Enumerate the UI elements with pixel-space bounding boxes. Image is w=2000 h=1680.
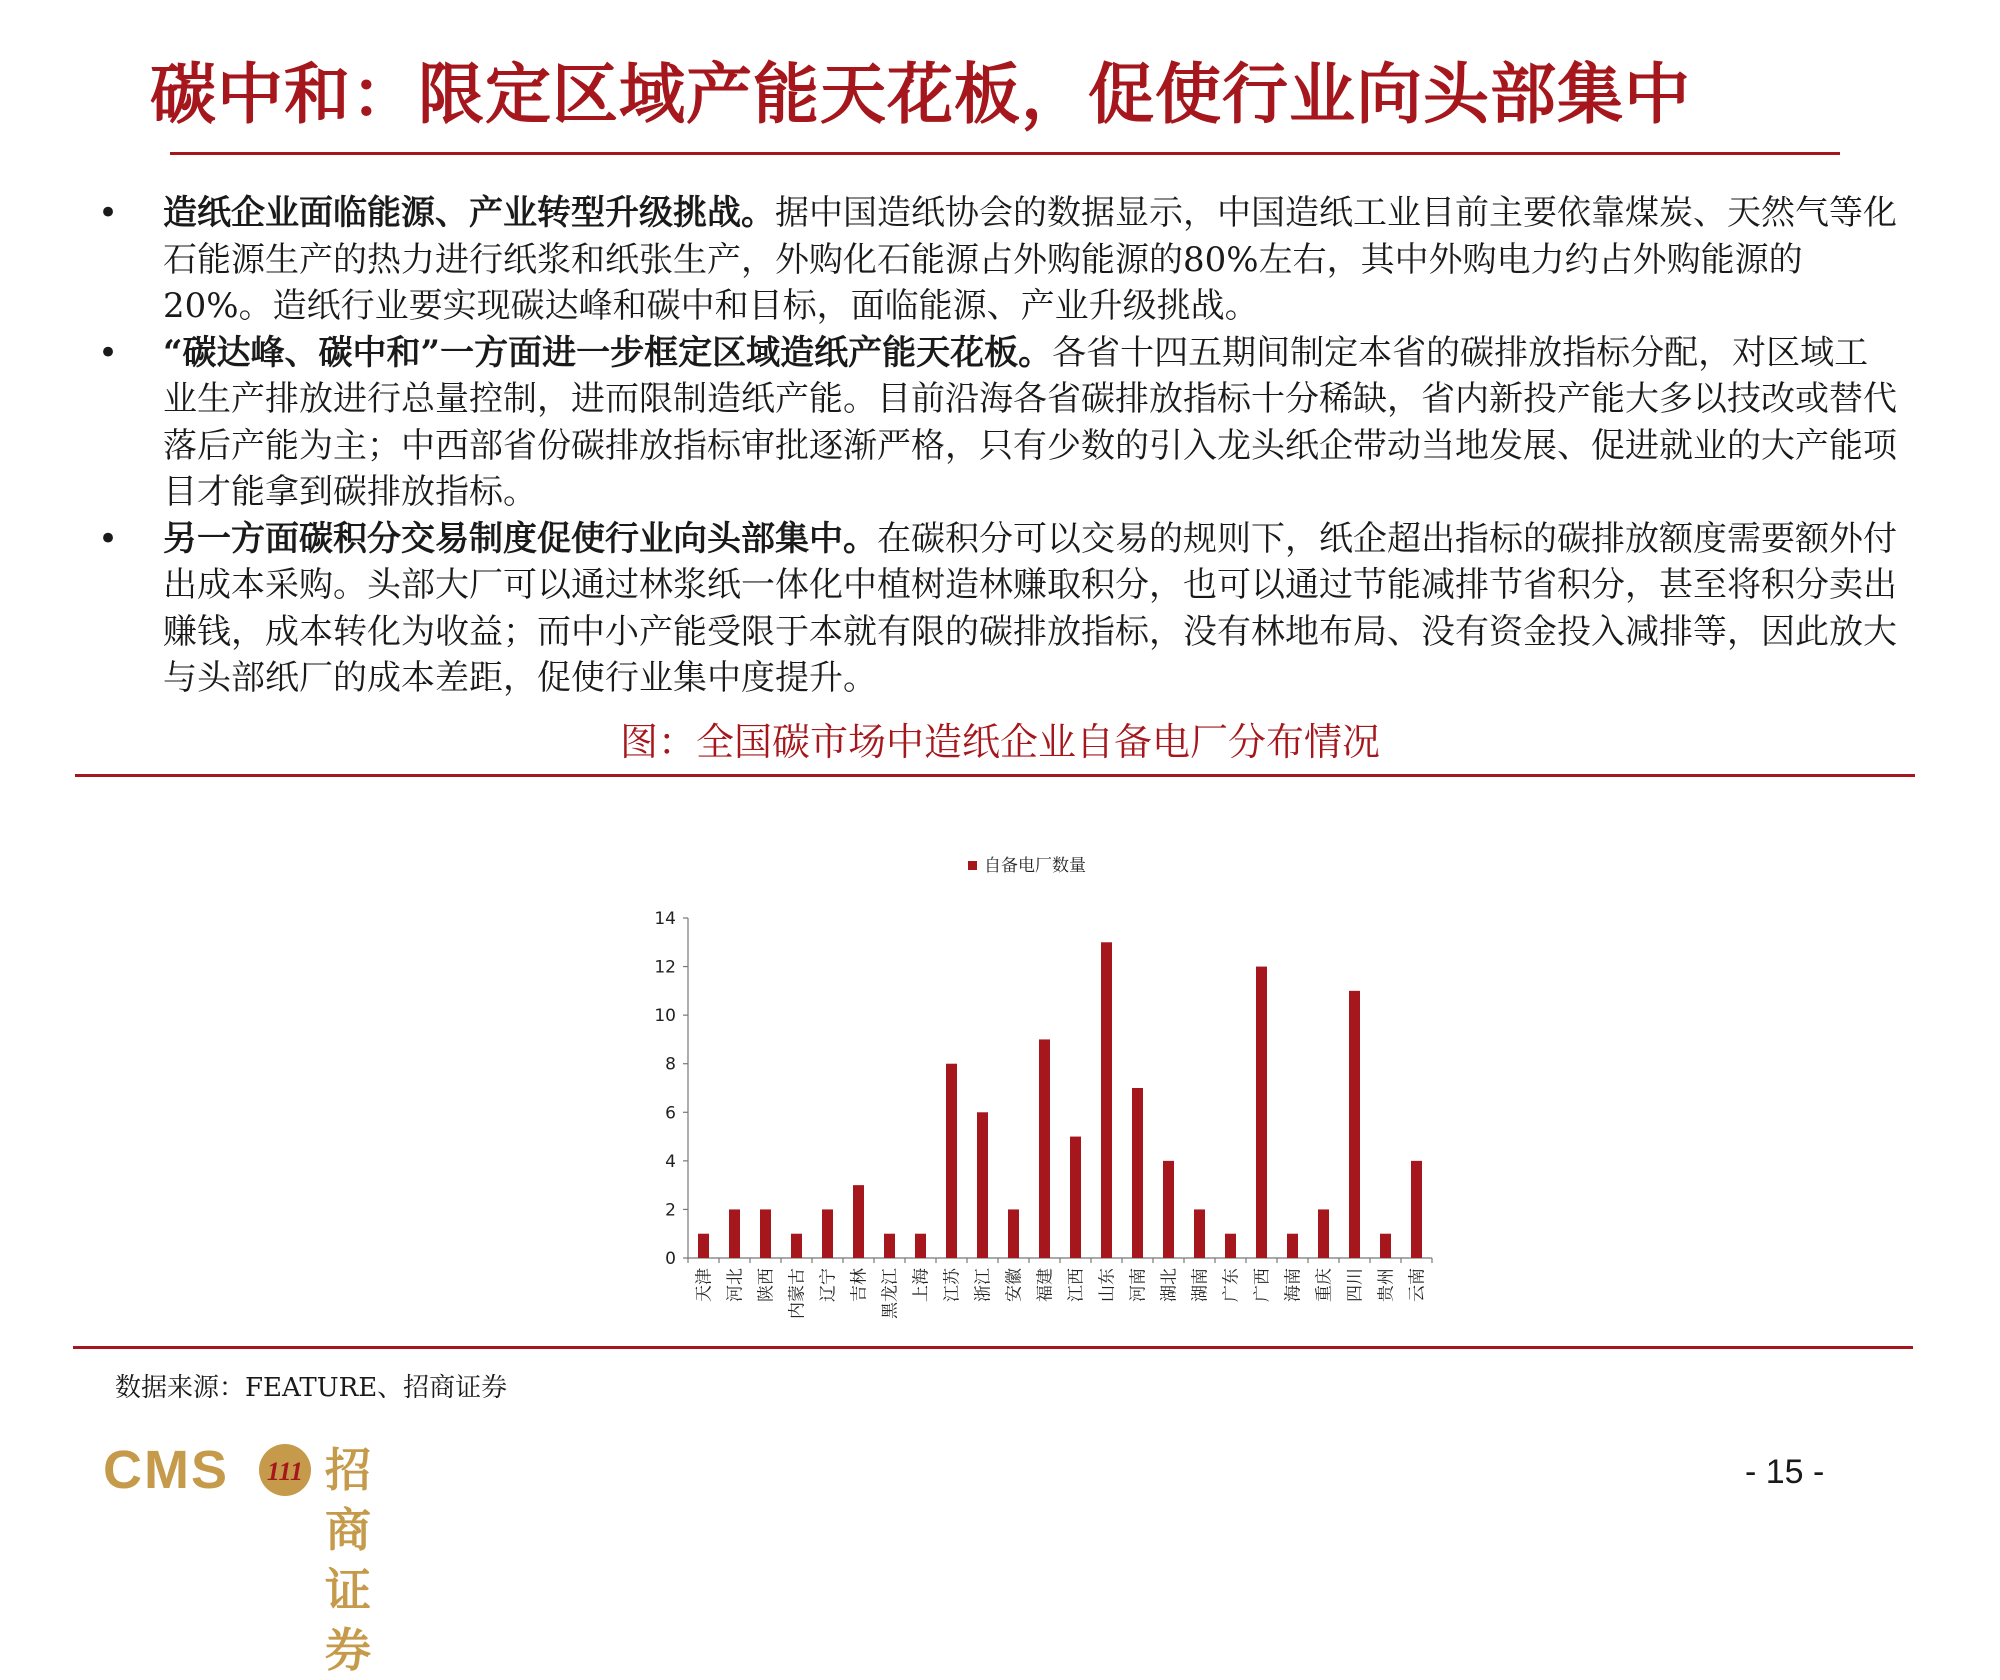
bar: [884, 1234, 895, 1258]
bar: [1132, 1088, 1143, 1258]
x-category-label: 江西: [1066, 1268, 1087, 1302]
bar: [698, 1234, 709, 1258]
y-tick-label: 0: [665, 1249, 676, 1269]
x-category-label: 陕西: [756, 1268, 777, 1302]
x-category-label: 重庆: [1314, 1268, 1335, 1302]
legend-swatch: [968, 861, 977, 870]
x-category-label: 贵州: [1376, 1268, 1397, 1302]
title-divider: [170, 152, 1840, 155]
bar: [822, 1209, 833, 1258]
y-tick-label: 14: [654, 909, 676, 929]
page-number: - 15 -: [1745, 1453, 1825, 1491]
bullet-lead: 另一方面碳积分交易制度促使行业向头部集中。: [163, 518, 877, 559]
bullet-list: [98, 190, 1898, 702]
bar: [1380, 1234, 1391, 1258]
x-category-label: 上海: [911, 1268, 932, 1302]
x-category-label: 天津: [694, 1268, 715, 1302]
y-tick-label: 6: [665, 1103, 676, 1124]
y-tick-label: 10: [654, 1006, 676, 1027]
logo-badge-number: 111: [266, 1457, 304, 1486]
bar: [1225, 1234, 1236, 1258]
logo-chinese: 招商证券: [325, 1443, 373, 1677]
x-category-label: 山东: [1097, 1268, 1118, 1302]
bullet-dot-icon: •: [98, 518, 119, 559]
bar: [1194, 1209, 1205, 1258]
logo-latin: CMS: [103, 1440, 229, 1500]
x-category-label: 云南: [1407, 1268, 1428, 1302]
bullet-dot-icon: •: [98, 193, 119, 233]
bar: [1349, 991, 1360, 1258]
x-category-label: 广东: [1221, 1268, 1242, 1302]
x-category-label: 河北: [725, 1268, 746, 1302]
bar: [1411, 1161, 1422, 1258]
x-category-label: 湖北: [1159, 1268, 1180, 1302]
logo-badge-icon: [255, 1442, 315, 1498]
x-category-label: 内蒙古: [787, 1268, 808, 1319]
x-category-label: 海南: [1283, 1268, 1304, 1302]
x-category-label: 福建: [1035, 1268, 1056, 1302]
y-tick-label: 8: [665, 1054, 676, 1075]
bar: [1101, 942, 1112, 1258]
x-category-label: 河南: [1128, 1268, 1149, 1302]
x-category-label: 安徽: [1004, 1268, 1025, 1302]
data-source: 数据来源：FEATURE、招商证券: [115, 1373, 508, 1403]
bullet-lead: 造纸企业面临能源、产业转型升级挑战。: [163, 193, 775, 233]
bullet-text: 各省十四五期间制定本省的碳排放指标分配，对区域工业生产排放进行总量控制，进而限制造纸产能。目前沿海各省碳排放指标十分稀缺，省内新投产能大多以技改或替代落后产能为主；中西部省份碳排放指标审批逐渐严格，只有少数的引入龙头纸企带动当地发展、促进就业的大产能项目才能拿到碳排放指标。: [163, 332, 1897, 512]
bar: [1008, 1209, 1019, 1258]
y-tick-label: 4: [665, 1151, 676, 1172]
bar: [1070, 1137, 1081, 1258]
x-category-label: 吉林: [849, 1268, 870, 1302]
bullet-item: [98, 516, 1898, 702]
bar: [729, 1209, 740, 1258]
x-category-label: 广西: [1252, 1268, 1273, 1302]
bullet-text: 据中国造纸协会的数据显示，中国造纸工业目前主要依靠煤炭、天然气等化石能源生产的热力进行纸浆和纸张生产，外购化石能源占外购能源的80%左右，其中外购电力约占外购能源的20%。造纸行业要实现碳达峰和碳中和目标，面临能源、产业升级挑战。: [163, 193, 1897, 326]
y-tick-label: 12: [654, 957, 676, 978]
bar: [977, 1112, 988, 1258]
bar-chart: [600, 840, 1480, 1340]
bullet-text: 在碳积分可以交易的规则下，纸企超出指标的碳排放额度需要额外付出成本采购。头部大厂可以通过林浆纸一体化中植树造林赚取积分，也可以通过节能减排节省积分，甚至将积分卖出赚钱，成本转化为收益；而中小产能受限于本就有限的碳排放指标，没有林地布局、没有资金投入减排等，因此放大与头部纸厂的成本差距，促使行业集中度提升。: [163, 518, 1897, 698]
bar: [760, 1209, 771, 1258]
bar: [915, 1234, 926, 1258]
figure-caption: 图：全国碳市场中造纸企业自备电厂分布情况: [619, 720, 1380, 764]
bullet-item: [98, 330, 1898, 516]
x-category-label: 黑龙江: [880, 1268, 901, 1319]
y-tick-label: 2: [665, 1200, 676, 1221]
bar: [1039, 1039, 1050, 1258]
bar: [1256, 967, 1267, 1258]
source-divider: [73, 1346, 1913, 1349]
bullet-dot-icon: •: [98, 332, 119, 373]
x-category-label: 湖南: [1190, 1268, 1211, 1302]
bar: [853, 1185, 864, 1258]
x-category-label: 四川: [1345, 1268, 1366, 1302]
bar: [791, 1234, 802, 1258]
bar: [1287, 1234, 1298, 1258]
bar: [1318, 1209, 1329, 1258]
bullet-lead: “碳达峰、碳中和”一方面进一步框定区域造纸产能天花板。: [163, 332, 1053, 373]
bar: [946, 1064, 957, 1258]
legend-label: 自备电厂数量: [984, 856, 1086, 876]
page-title: 碳中和：限定区域产能天花板，促使行业向头部集中: [150, 56, 1691, 133]
bar: [1163, 1161, 1174, 1258]
x-category-label: 辽宁: [818, 1268, 839, 1302]
figure-divider: [75, 774, 1915, 777]
bullet-item: [98, 190, 1898, 330]
x-category-label: 江苏: [942, 1268, 963, 1302]
x-category-label: 浙江: [973, 1268, 994, 1302]
